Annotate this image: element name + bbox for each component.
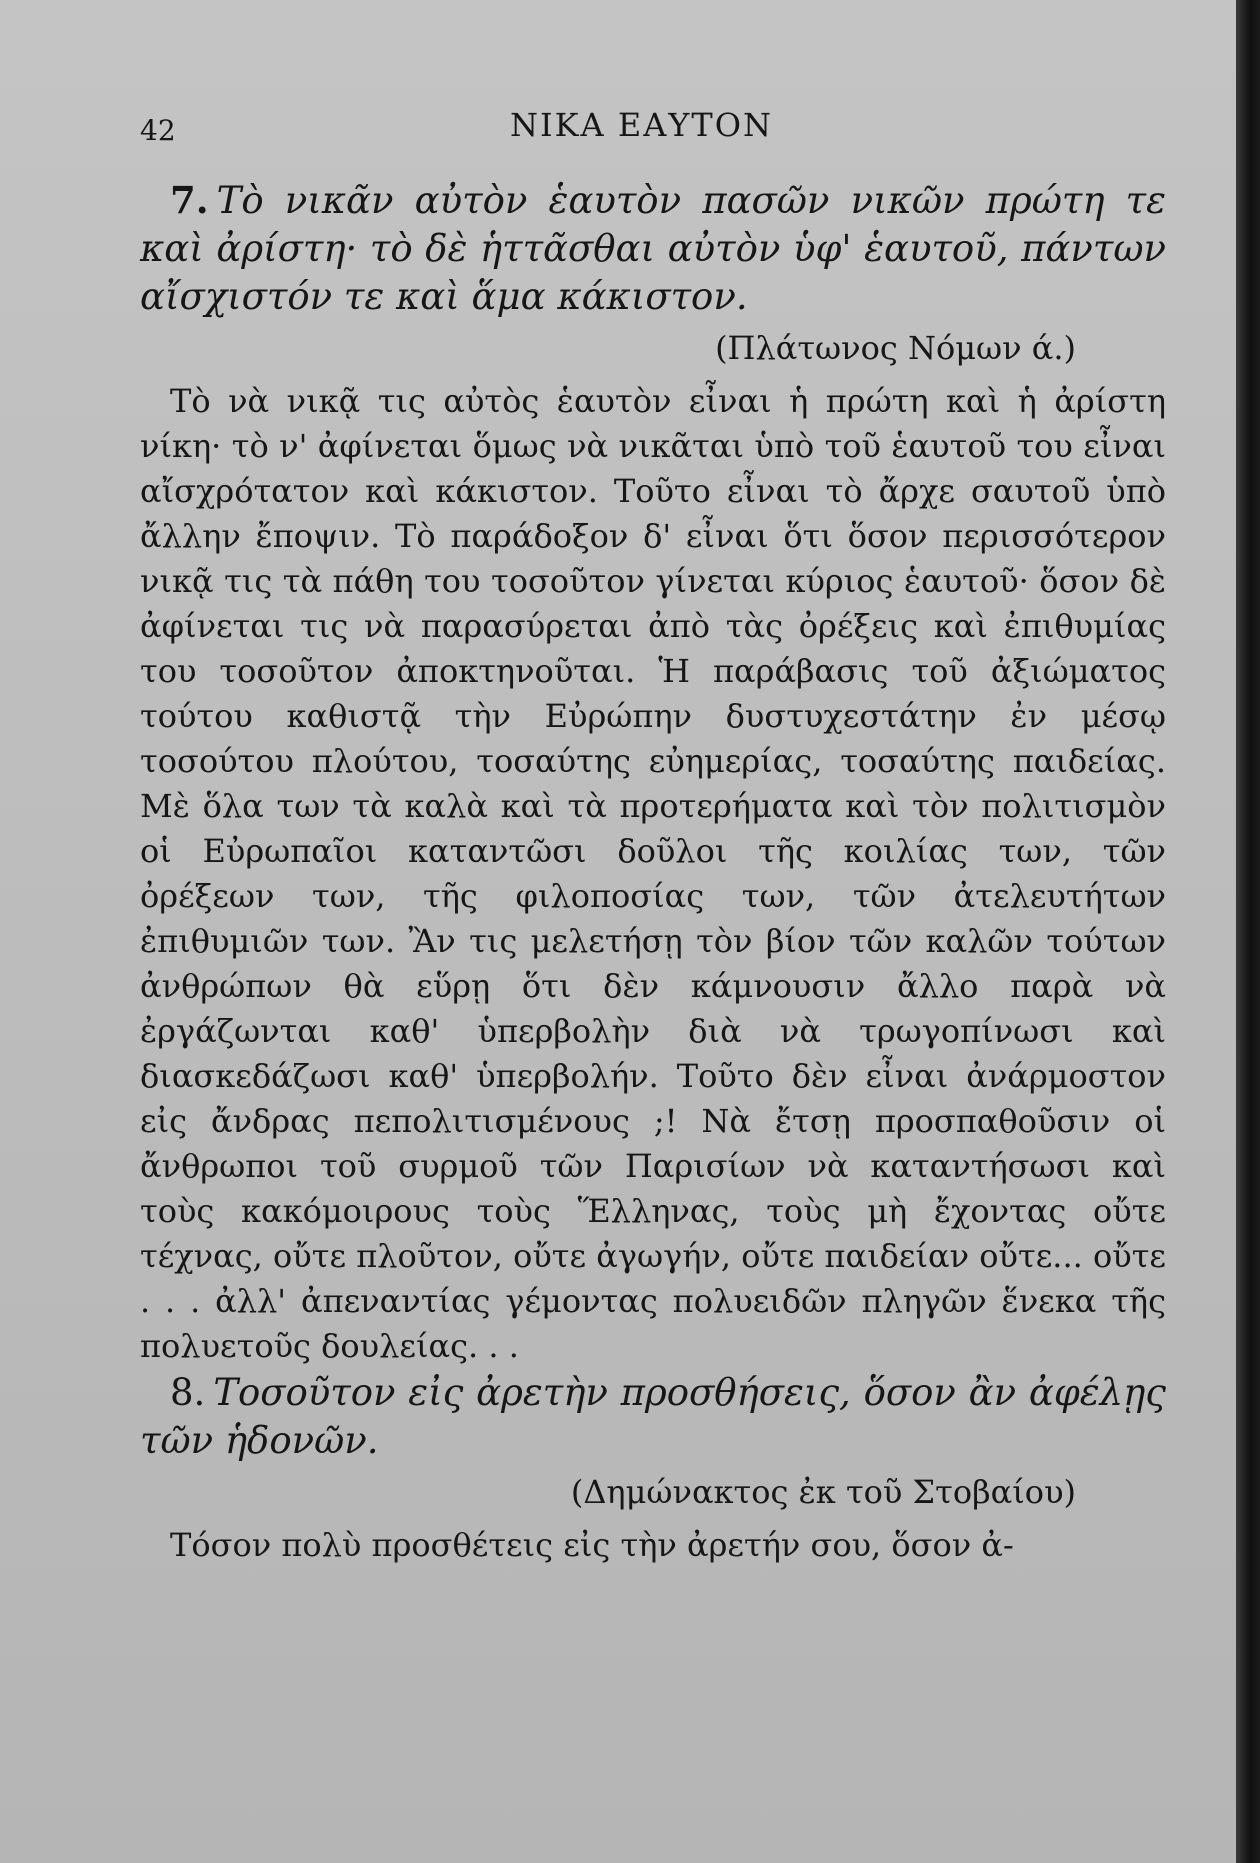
source-8: (Δημώνακτος ἐκ τοῦ Στοβαίου)	[570, 1473, 1076, 1511]
quote-7-text: Τὸ νικᾶν αὐτὸν ἑαυτὸν πασῶν νικῶν πρώτη τε καὶ ἀρίστη· τὸ δὲ ἡττᾶσθαι αὐτὸν ὑφ' ἑαυτοῦ, πάντων αἴσχιστόν τε καὶ ἅμα κάκιστον.	[140, 179, 1166, 318]
book-spine-shadow	[1236, 0, 1260, 1863]
quote-7	[140, 176, 1166, 321]
running-head: ΝΙΚΑ ΕΑΥΤΟΝ	[510, 106, 773, 144]
paraphrase-8: Τόσον πολὺ προσθέτεις εἰς τὴν ἀρετήν σου, ὅσον ἀ-	[170, 1526, 1014, 1564]
page-header	[140, 100, 1166, 160]
source-7: (Πλάτωνος Νόμων ά.)	[715, 329, 1076, 367]
paraphrase-7: Τὸ νὰ νικᾷ τις αὐτὸς ἑαυτὸν εἶναι ἡ πρώτη καὶ ἡ ἀρίστη νίκη· τὸ ν' ἀφίνεται ὅμως νὰ νικᾶται ὑπὸ τοῦ ἑαυτοῦ του εἶναι αἴσχρότατον καὶ κάκιστον. Τοῦτο εἶναι τὸ ἄρχε σαυτοῦ ὑπὸ ἄλλην ἔποψιν. Τὸ παράδοξον δ' εἶναι ὅτι ὅσον περισσότερον νικᾷ τις τὰ πάθη του τοσοῦτον γίνεται κύριος ἑαυτοῦ· ὅσον δὲ ἀφίνεται τις νὰ παρασύρεται ἀπὸ τὰς ὀρέξεις καὶ ἐπιθυμίας του τοσοῦτον ἀποκτηνοῦται. Ἡ παράβασις τοῦ ἀξιώματος τούτου καθιστᾷ τὴν Εὐρώπην δυστυχεστάτην ἐν μέσῳ τοσούτου πλούτου, τοσαύτης εὐημερίας, τοσαύτης παιδείας. Μὲ ὅλα των τὰ καλὰ καὶ τὰ προτερήματα καὶ τὸν πολιτισμὸν οἱ Εὐρωπαῖοι καταντῶσι δοῦλοι τῆς κοιλίας των, τῶν ὀρέξεων των, τῆς φιλοποσίας των, τῶν ἀτελευτήτων ἐπιθυμιῶν των. Ἂν τις μελετήσῃ τὸν βίον τῶν καλῶν τούτων ἀνθρώπων θὰ εὕρῃ ὅτι δὲν κάμνουσιν ἄλλο παρὰ νὰ ἐργάζωνται καθ' ὑπερβολὴν διὰ νὰ τρωγοπίνωσι καὶ διασκεδάζωσι καθ' ὑπερβολήν. Τοῦτο δὲν εἶναι ἀνάρμοστον εἰς ἄνδρας πεπολιτισμένους ;! Νὰ ἔτσῃ προσπαθοῦσιν οἱ ἄνθρωποι τοῦ συρμοῦ τῶν Παρισίων νὰ καταντήσωσι καὶ τοὺς κακόμοιρους τοὺς Ἕλληνας, τοὺς μὴ ἔχοντας οὔτε τέχνας, οὔτε πλοῦτον, οὔτε ἀγωγήν, οὔτε παιδείαν οὔτε... οὔτε . . . ἀλλ' ἀπεναντίας γέμοντας πολυειδῶν πληγῶν ἕνεκα τῆς πολυετοῦς δουλείας. . .	[140, 382, 1166, 1365]
section-number-8: 8.	[170, 1371, 206, 1414]
quote-8-text: Τοσοῦτον εἰς ἀρετὴν προσθήσεις, ὅσον ἂν ἀφέλῃς τῶν ἡδονῶν.	[140, 1371, 1166, 1462]
page-number: 42	[140, 114, 176, 147]
section-number-7: 7.	[170, 178, 209, 222]
quote-8	[140, 1369, 1166, 1465]
